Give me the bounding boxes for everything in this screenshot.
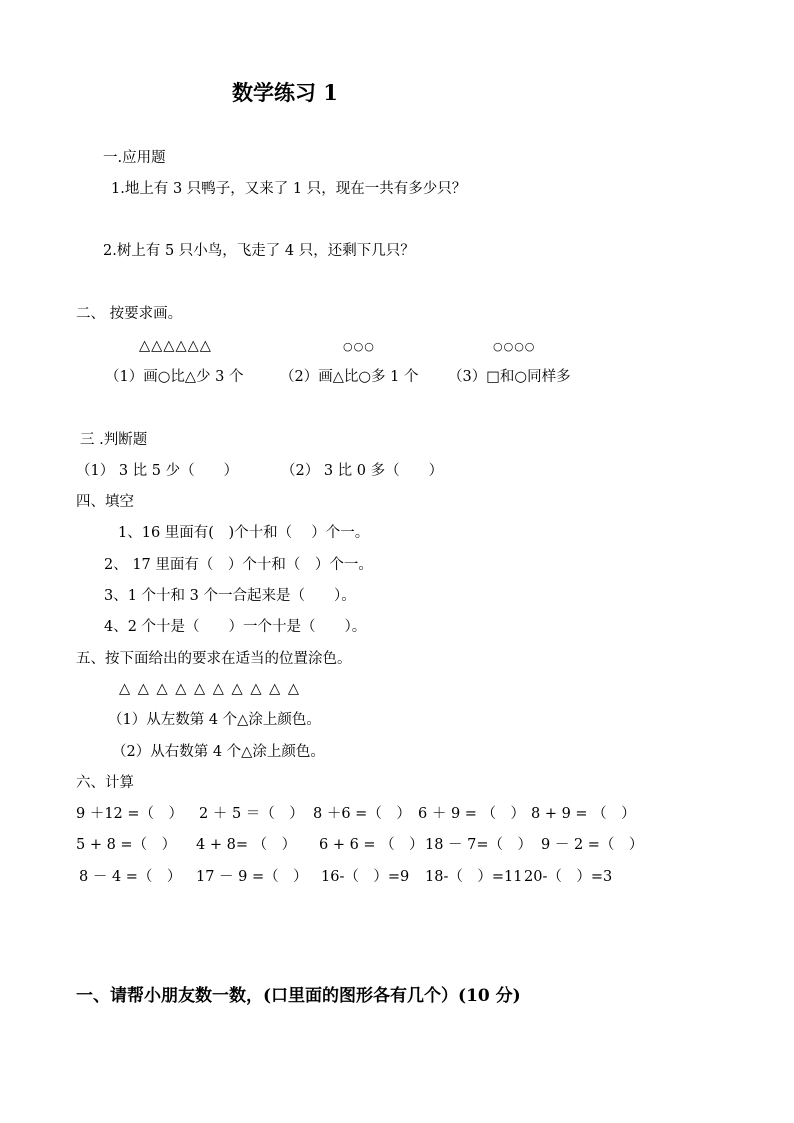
- color-task-1: （1）从左数第 4 个△涂上颜色。: [108, 712, 321, 728]
- calc-3-4: 18-（ ）=11: [425, 869, 523, 885]
- color-triangles-row: △ △ △ △ △ △ △ △ △ △: [119, 681, 301, 697]
- fill-item-2: 2、 17 里面有（ ）个十和（ ）个一。: [104, 557, 373, 573]
- section-1-heading: 一.应用题: [103, 150, 166, 166]
- calc-1-3: 8 ＋6 =（ ）: [313, 806, 411, 822]
- calc-3-2: 17 － 9 =（ ）: [196, 869, 308, 885]
- fill-item-3: 3、1 个十和 3 个一合起来是（ ）。: [104, 588, 356, 604]
- calc-3-1: 8 － 4 =（ ）: [79, 869, 182, 885]
- judge-question-1: （1） 3 比 5 少（ ）: [76, 463, 239, 479]
- section-6-heading: 六、计算: [76, 775, 134, 791]
- calc-2-5: 9 － 2 =（ ）: [541, 837, 644, 853]
- circles-four: ○○○○: [493, 340, 536, 353]
- color-task-2: （2）从右数第 4 个△涂上颜色。: [112, 744, 325, 760]
- judge-question-2: （2） 3 比 0 多（ ）: [281, 463, 444, 479]
- calc-1-4: 6 ＋ 9 = （ ）: [418, 806, 526, 822]
- draw-task-1: （1）画○比△少 3 个: [105, 369, 244, 385]
- calc-2-1: 5 + 8 =（ ）: [76, 837, 177, 853]
- calc-2-2: 4 + 8= （ ）: [196, 837, 297, 853]
- draw-task-2: （2）画△比○多 1 个: [280, 369, 419, 385]
- calc-2-3: 6 + 6 = （ ）: [319, 837, 424, 853]
- calc-3-5: 20-（ ）=3: [524, 869, 613, 885]
- calc-1-5: 8 + 9 = （ ）: [531, 806, 636, 822]
- circles-three: ○○○: [343, 340, 375, 353]
- fill-item-4: 4、2 个十是（ ）一个十是（ ）。: [104, 619, 367, 635]
- triangles-row: △△△△△△: [139, 338, 212, 354]
- section-4-heading: 四、填空: [76, 494, 134, 510]
- section-counting-heading: 一、请帮小朋友数一数，(口里面的图形各有几个）(10 分): [76, 986, 521, 1006]
- fill-item-1: 1、16 里面有( )个十和（ ）个一。: [118, 525, 370, 541]
- calc-3-3: 16-（ ）=9: [321, 869, 410, 885]
- page-title: 数学练习 1: [232, 80, 338, 105]
- question-1-1: 1.地上有 3 只鸭子，又来了 1 只，现在一共有多少只？: [111, 181, 467, 197]
- section-2-heading: 二、 按要求画。: [76, 306, 183, 322]
- calc-2-4: 18 － 7=（ ）: [425, 837, 533, 853]
- question-1-2: 2.树上有 5 只小鸟，飞走了 4 只，还剩下几只？: [103, 243, 415, 259]
- section-3-heading: 三 .判断题: [80, 432, 148, 448]
- calc-1-1: 9 ＋12 =（ ）: [76, 806, 184, 822]
- draw-task-3: （3）□和○同样多: [448, 369, 571, 385]
- section-5-heading: 五、按下面给出的要求在适当的位置涂色。: [76, 651, 352, 667]
- calc-1-2: 2 ＋ 5 ＝（ ）: [199, 806, 304, 822]
